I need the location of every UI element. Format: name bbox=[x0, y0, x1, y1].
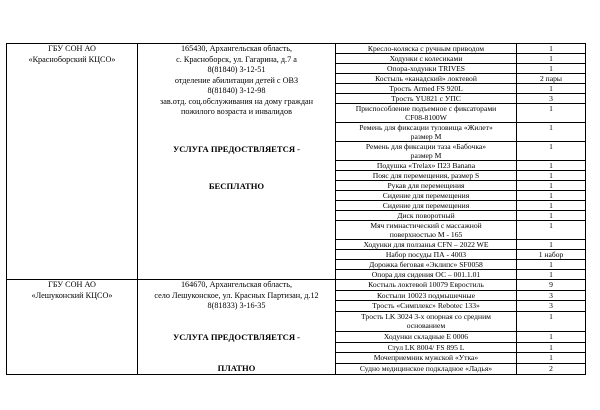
item-name: Дорожка беговая «Эклипс» SF0058 bbox=[369, 260, 483, 269]
item-quantity-cell bbox=[517, 94, 586, 104]
item-name-cell bbox=[336, 161, 517, 171]
item-name: Сидение для перемещения bbox=[382, 191, 470, 200]
item-quantity: 1 bbox=[549, 221, 553, 230]
item-name: Костыль локтевой 10079 Евростиль bbox=[368, 280, 484, 289]
item-name-cell bbox=[336, 191, 517, 201]
leshukonsky-organization-cell bbox=[7, 280, 138, 375]
item-quantity-cell bbox=[517, 54, 586, 64]
item-name: Костыли 10023 подмышечные bbox=[377, 290, 475, 300]
address-line: 164670, Архангельская область, bbox=[180, 280, 293, 289]
item-quantity-cell bbox=[517, 301, 586, 312]
item-name: CF08-8100W bbox=[405, 113, 447, 122]
service-note-line: УСЛУГА ПРЕДОСТВЛЯЕТСЯ - bbox=[172, 331, 301, 342]
item-quantity: 1 bbox=[549, 142, 553, 151]
item-name: Пояс для перемещения, размер S bbox=[372, 171, 480, 180]
item-name: основанием bbox=[406, 320, 446, 330]
item-quantity: 1 bbox=[549, 311, 553, 321]
item-name-cell bbox=[336, 54, 517, 64]
item-name-cell bbox=[336, 104, 517, 123]
item-name-cell bbox=[336, 270, 517, 280]
krasnoborsky-organization-cell bbox=[7, 44, 138, 280]
item-quantity-cell bbox=[517, 181, 586, 191]
item-name-cell bbox=[336, 250, 517, 260]
item-name: Мяч гимнастический с массажной bbox=[370, 221, 482, 230]
item-quantity: 9 bbox=[549, 280, 553, 289]
item-name-cell bbox=[336, 44, 517, 54]
item-name-cell bbox=[336, 181, 517, 191]
address-line: пожилого возраста и инвалидов bbox=[181, 107, 292, 116]
item-quantity: 1 bbox=[549, 161, 553, 170]
item-name-cell bbox=[336, 64, 517, 74]
item-name-cell bbox=[336, 363, 517, 374]
organization-name: ГБУ СОН АО bbox=[48, 280, 96, 289]
item-quantity: 1 bbox=[549, 181, 553, 190]
item-quantity-cell bbox=[517, 332, 586, 343]
item-quantity: 1 bbox=[549, 332, 553, 341]
item-quantity-cell bbox=[517, 161, 586, 171]
item-name: Трость LK 3024 3-х опорная со средним bbox=[361, 311, 491, 321]
item-name: Диск поворотный bbox=[397, 211, 455, 220]
item-name-cell bbox=[336, 74, 517, 84]
address-line: с. Красноборск, ул. Гагарина, д.7 а bbox=[176, 54, 297, 64]
organization-name: «Лешуконский КЦСО» bbox=[31, 290, 113, 300]
address-line: отделение абилитации детей с ОВЗ bbox=[174, 75, 299, 85]
item-name: Мочеприемник мужской «Утка» bbox=[373, 353, 479, 363]
item-name-cell bbox=[336, 301, 517, 312]
item-quantity-cell bbox=[517, 363, 586, 374]
service-note-line: ПЛАТНО bbox=[217, 362, 256, 373]
item-quantity: 1 bbox=[549, 44, 553, 53]
item-quantity: 3 bbox=[549, 301, 553, 311]
item-quantity: 1 bbox=[549, 84, 553, 93]
item-name-cell bbox=[336, 290, 517, 301]
item-name-cell bbox=[336, 260, 517, 270]
item-quantity-cell bbox=[517, 104, 586, 123]
table-row bbox=[7, 280, 586, 291]
item-name-cell bbox=[336, 171, 517, 181]
item-quantity-cell bbox=[517, 221, 586, 240]
item-name: Трость «Симплекс» Rebotec 133» bbox=[372, 301, 480, 311]
item-name-cell bbox=[336, 84, 517, 94]
equipment-rental-table bbox=[6, 43, 586, 375]
organization-name: «Красноборский КЦСО» bbox=[28, 54, 116, 64]
item-quantity: 1 bbox=[549, 240, 553, 249]
table-row bbox=[7, 44, 586, 54]
item-quantity-cell bbox=[517, 64, 586, 74]
item-name-cell bbox=[336, 240, 517, 250]
item-name: Опора-ходунки TRIVES bbox=[386, 64, 466, 73]
item-quantity: 1 bbox=[549, 104, 553, 113]
item-name-cell bbox=[336, 123, 517, 142]
item-name: Набор посуды ПА - 4003 bbox=[385, 250, 467, 259]
item-quantity: 3 bbox=[549, 94, 553, 103]
item-quantity-cell bbox=[517, 311, 586, 331]
item-name: Ремень для фиксации туловища «Жилет» bbox=[359, 123, 493, 132]
item-name: Приспособление подъемное с фиксаторами bbox=[355, 104, 497, 113]
item-name: Рукав для перемещения bbox=[387, 181, 465, 190]
item-quantity: 1 набор bbox=[538, 250, 564, 259]
item-name: Трость Armed FS 920L bbox=[389, 84, 463, 93]
item-quantity-cell bbox=[517, 240, 586, 250]
item-quantity-cell bbox=[517, 260, 586, 270]
item-quantity-cell bbox=[517, 191, 586, 201]
item-name-cell bbox=[336, 280, 517, 291]
service-note-line: БЕСПЛАТНО bbox=[208, 180, 265, 191]
item-name-cell bbox=[336, 201, 517, 211]
item-quantity: 1 bbox=[549, 260, 553, 269]
item-quantity: 1 bbox=[549, 123, 553, 132]
leshukonsky-address-cell bbox=[138, 280, 336, 375]
item-name-cell bbox=[336, 211, 517, 221]
item-name: Ходунки для ползанья CFN – 2022 WE bbox=[363, 240, 489, 249]
service-note-line: УСЛУГА ПРЕДОСТВЛЯЕТСЯ - bbox=[172, 143, 301, 154]
item-name-cell bbox=[336, 94, 517, 104]
item-quantity-cell bbox=[517, 250, 586, 260]
item-quantity-cell bbox=[517, 84, 586, 94]
address-line: 8(81840) 3-12-98 bbox=[207, 86, 266, 95]
item-quantity: 2 bbox=[549, 363, 553, 373]
service-note bbox=[138, 144, 335, 192]
item-quantity-cell bbox=[517, 142, 586, 161]
item-name-cell bbox=[336, 142, 517, 161]
item-quantity: 1 bbox=[549, 342, 553, 352]
item-name: Костыль «канадский» локтевой bbox=[375, 74, 477, 83]
item-name: Подушка «Trelax» П23 Banana bbox=[376, 161, 476, 170]
item-name-cell bbox=[336, 221, 517, 240]
item-quantity: 1 bbox=[549, 270, 553, 279]
item-quantity-cell bbox=[517, 342, 586, 353]
item-quantity: 1 bbox=[549, 64, 553, 73]
item-name-cell bbox=[336, 311, 517, 331]
item-name: поверхностью М - 165 bbox=[389, 230, 463, 239]
item-quantity: 2 пары bbox=[539, 74, 563, 83]
item-quantity: 1 bbox=[549, 353, 553, 363]
item-quantity: 1 bbox=[549, 171, 553, 180]
item-name: Судно медицинское подкладное «Ладья» bbox=[359, 363, 493, 373]
item-name: размер M bbox=[410, 132, 442, 141]
krasnoborsky-address-cell bbox=[138, 44, 336, 280]
address-line: 8(81833) 3-16-35 bbox=[207, 301, 266, 310]
address-line: 165430, Архангельская область, bbox=[180, 44, 293, 53]
item-quantity-cell bbox=[517, 211, 586, 221]
item-quantity-cell bbox=[517, 171, 586, 181]
service-note bbox=[138, 332, 335, 374]
item-name: Ремень для фиксации таза «Бабочка» bbox=[365, 142, 487, 151]
table-body bbox=[7, 44, 586, 375]
address-line: зав.отд. соц.обслуживания на дому граждан bbox=[159, 96, 314, 106]
item-quantity-cell bbox=[517, 280, 586, 291]
address-line: село Лешуконское, ул. Красных Партизан, д.12 bbox=[154, 290, 319, 300]
item-name: Сидение для перемещения bbox=[382, 201, 470, 210]
item-quantity-cell bbox=[517, 201, 586, 211]
item-quantity-cell bbox=[517, 74, 586, 84]
item-name: Опора для сидения ОС – 001.1.01 bbox=[371, 270, 481, 279]
item-quantity-cell bbox=[517, 270, 586, 280]
item-quantity: 3 bbox=[549, 290, 553, 300]
item-name: Ходунки с колесиками bbox=[389, 54, 463, 63]
item-name: Стул LK 8004/ FS 895 L bbox=[387, 342, 465, 352]
item-quantity-cell bbox=[517, 353, 586, 364]
item-quantity: 1 bbox=[549, 211, 553, 220]
organization-name: ГБУ СОН АО bbox=[48, 44, 96, 53]
item-name: размер M bbox=[410, 151, 442, 160]
item-quantity: 1 bbox=[549, 54, 553, 63]
item-name-cell bbox=[336, 353, 517, 364]
item-name: Кресло-коляска с ручным приводом bbox=[367, 44, 485, 53]
item-quantity: 1 bbox=[549, 191, 553, 200]
item-name-cell bbox=[336, 332, 517, 343]
item-name: Ходунки складные Е 0006 bbox=[383, 332, 469, 341]
item-quantity: 1 bbox=[549, 201, 553, 210]
item-name-cell bbox=[336, 342, 517, 353]
item-quantity-cell bbox=[517, 123, 586, 142]
address-line: 8(81840) 3-12-51 bbox=[207, 65, 266, 74]
item-quantity-cell bbox=[517, 290, 586, 301]
item-quantity-cell bbox=[517, 44, 586, 54]
item-name: Трость YU821 с УПС bbox=[391, 94, 461, 103]
